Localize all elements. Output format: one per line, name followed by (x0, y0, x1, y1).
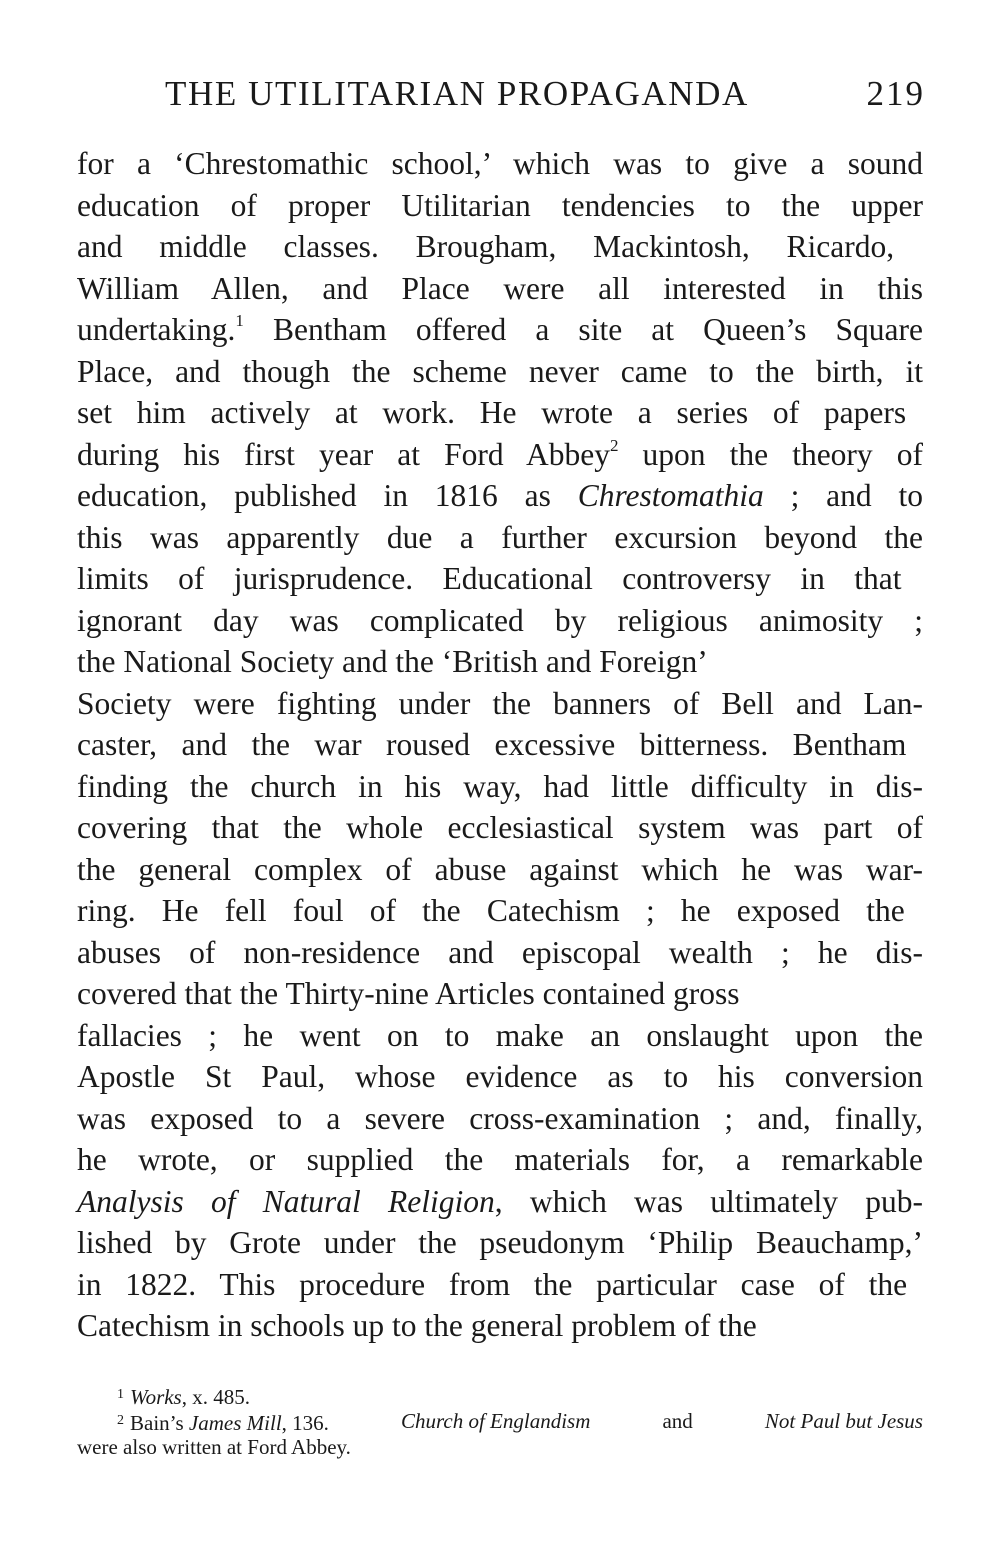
text-line-content: lished by Grote under the pseudonym ‘Philip Beauchamp,’ (77, 1225, 923, 1260)
text-line (77, 1015, 923, 1057)
text-line (77, 185, 923, 227)
body-text (77, 143, 923, 1347)
text-line-content: caster, and the war roused excessive bitterness. Bentham (77, 727, 907, 762)
text-line (77, 1264, 923, 1306)
text-line-content: covered that the Thirty-nine Articles contained gross (77, 976, 740, 1011)
text-segment: Bentham offered a site at Queen’s Square (243, 312, 923, 347)
footnote-text: were also written at Ford Abbey. (77, 1435, 351, 1459)
text-line (77, 1305, 923, 1347)
text-line-content: covering that the whole ecclesiastical system was part of (77, 810, 923, 845)
text-line (77, 683, 923, 725)
text-line-content (77, 434, 923, 476)
text-line-content: ignorant day was complicated by religious animosity ; (77, 602, 923, 638)
text-line-content: the National Society and the ‘British and Foreign’ (77, 644, 708, 679)
footnote-citation-title: James Mill (188, 1411, 282, 1435)
footnote-text: and (662, 1409, 693, 1433)
text-line (77, 1139, 923, 1181)
text-line-content: Apostle St Paul, whose evidence as to his conversion (77, 1059, 923, 1094)
footnote-text: Bain’s (130, 1411, 189, 1435)
text-line (77, 268, 923, 310)
text-line (77, 641, 923, 683)
footnote-1 (77, 1382, 923, 1408)
text-line-content: this was apparently due a further excursion beyond the (77, 519, 923, 555)
text-line-content: finding the church in his way, had little difficulty in dis- (77, 768, 923, 804)
text-line (77, 351, 923, 393)
text-line (77, 849, 923, 891)
text-line (77, 932, 923, 974)
text-segment: , which was ultimately pub- (494, 1183, 923, 1219)
text-line (77, 517, 923, 559)
footnote-marker: 1 (117, 1387, 124, 1402)
text-line-content: set him actively at work. He wrote a series of papers (77, 395, 907, 430)
text-line-content: Catechism in schools up to the general problem of the (77, 1308, 757, 1343)
book-title-italic: Analysis of Natural Religion (77, 1183, 495, 1219)
text-line (77, 475, 923, 517)
text-line (77, 890, 923, 932)
footnote-text: , x. 485. (181, 1385, 250, 1409)
footnote-2-part-a (117, 1408, 329, 1434)
running-header (165, 72, 925, 116)
footnote-citation-title: Works (130, 1385, 182, 1409)
text-line (77, 1222, 923, 1264)
text-line-content: abuses of non-residence and episcopal wealth ; he dis- (77, 934, 923, 970)
text-line (77, 766, 923, 808)
footnote-2 (77, 1408, 923, 1434)
footnote-text: , 136. (281, 1411, 329, 1435)
footnote-reference: 1 (235, 311, 244, 330)
text-line (77, 807, 923, 849)
text-line (77, 973, 923, 1015)
text-line (77, 1181, 923, 1223)
book-title-italic: Chrestomathia (577, 478, 764, 513)
text-line (77, 1056, 923, 1098)
text-line-content: Society were fighting under the banners of Bell and Lan- (77, 685, 923, 721)
text-line-content: was exposed to a severe cross-examination ; and, finally, (77, 1100, 923, 1136)
footnote-citation-title: Not Paul but Jesus (764, 1409, 923, 1433)
text-segment: ; and to (763, 478, 923, 513)
text-line-content: fallacies ; he went on to make an onslaught upon the (77, 1017, 923, 1053)
text-line-content (77, 475, 923, 517)
text-line (77, 724, 923, 766)
text-segment: upon the theory of (618, 436, 923, 472)
text-line-content: he wrote, or supplied the materials for, a remarkable (77, 1142, 923, 1177)
text-line-content: for a ‘Chrestomathic school,’ which was to give a sound (77, 146, 923, 181)
text-line (77, 434, 923, 476)
footnotes (77, 1382, 923, 1460)
text-line (77, 558, 923, 600)
text-line (77, 1098, 923, 1140)
running-title: THE UTILITARIAN PROPAGANDA (165, 74, 749, 113)
text-line-content: education of proper Utilitarian tendencies to the upper (77, 187, 923, 223)
footnote-citation-title: Church of Englandism (401, 1409, 591, 1433)
text-segment: during his first year at Ford Abbey (77, 436, 610, 472)
text-line (77, 309, 923, 351)
text-line-content: in 1822. This procedure from the particular case of the (77, 1266, 908, 1302)
text-line-content: Place, and though the scheme never came to the birth, it (77, 353, 923, 389)
text-segment: education, published in 1816 as (77, 478, 578, 513)
text-line-content: William Allen, and Place were all interested in this (77, 270, 923, 306)
text-line-content: and middle classes. Brougham, Mackintosh, Ricardo, (77, 229, 895, 264)
text-segment: undertaking. (77, 312, 236, 347)
text-line (77, 226, 923, 268)
text-line (77, 392, 923, 434)
footnote-marker: 2 (117, 1413, 124, 1428)
text-line-content: limits of jurisprudence. Educational controversy in that (77, 561, 902, 596)
text-line-content: ring. He fell foul of the Catechism ; he exposed the (77, 893, 905, 928)
text-line-content: the general complex of abuse against which he was war- (77, 851, 923, 887)
text-line-content (77, 309, 923, 351)
text-line (77, 600, 923, 642)
text-line-content (77, 1181, 923, 1223)
text-line (77, 143, 923, 185)
page-number: 219 (866, 74, 925, 113)
footnote-reference: 2 (609, 435, 619, 455)
footnote-2-continuation (77, 1434, 923, 1460)
